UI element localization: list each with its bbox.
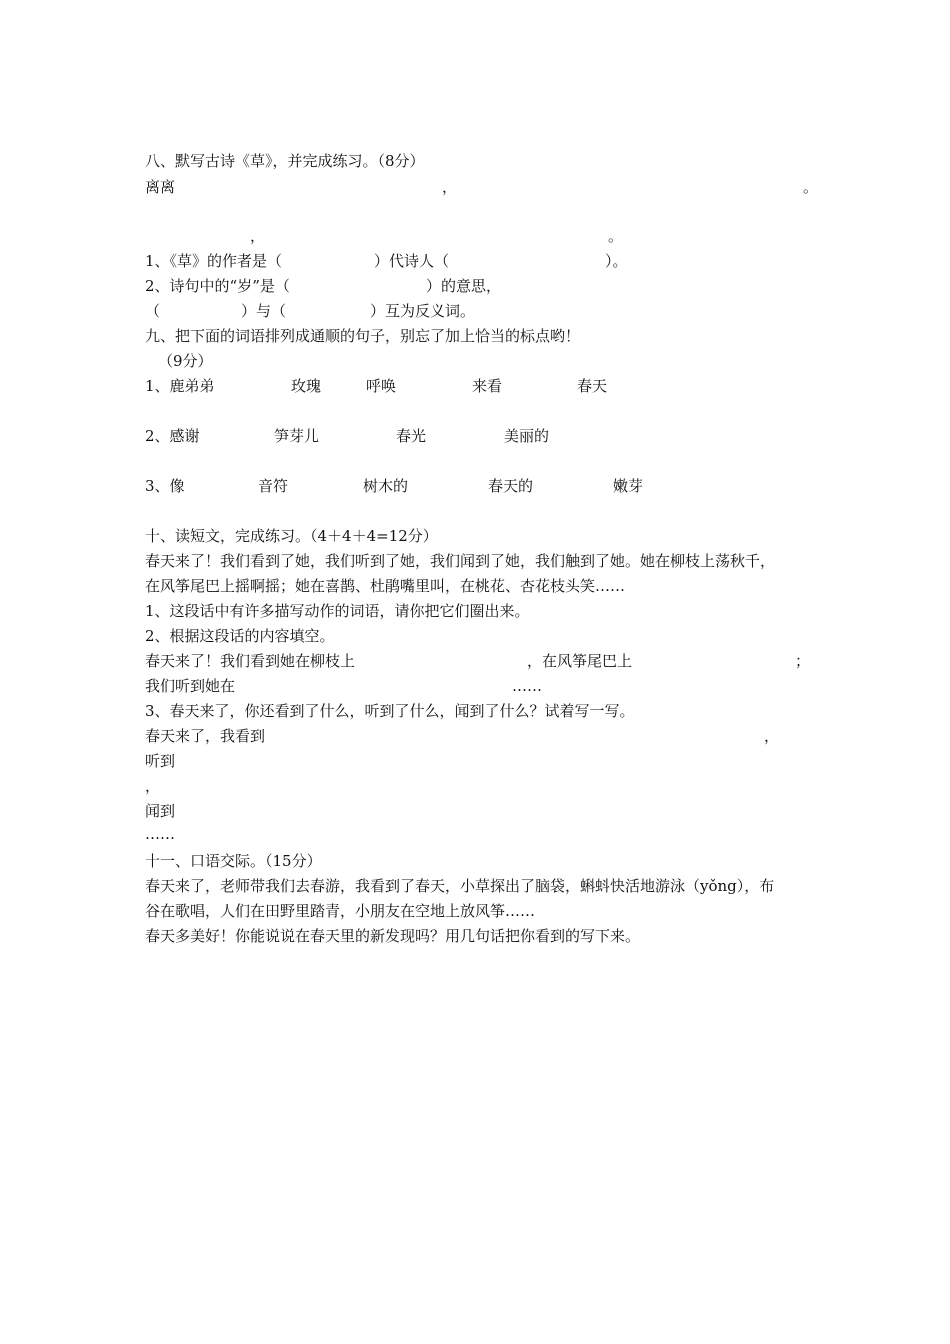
s9-row2-word1: 2、感谢 [145,427,200,445]
s9-row3-word1: 3、像 [145,477,185,495]
s10-write-smell: 闻到 [145,802,176,820]
s10-fill2-b: …… [512,677,542,695]
s8-q1-a: 1、《草》的作者是（ [145,252,283,270]
section-9-score: （9分） [158,352,213,370]
s10-q2: 2、根据这段话的内容填空。 [145,627,335,645]
s10-write-hear-comma: ， [145,777,161,795]
s9-row3-word2: 音符 [258,477,289,495]
s11-prompt: 春天多美好！你能说说在春天里的新发现吗？用几句话把你看到的写下来。 [145,927,641,945]
s9-row1-word2: 玫瑰 [291,377,322,395]
s9-row2-word3: 春光 [396,427,427,445]
poem-line-1-comma: ， [442,178,458,196]
section-11-title: 十一、口语交际。（15分） [145,852,322,870]
s10-passage-line2: 在风筝尾巴上摇啊摇；她在喜鹊、杜鹃嘴里叫，在桃花、杏花枝头笑…… [145,577,626,595]
s8-q2-b: ）的意思， [426,277,502,295]
s10-fill1-b: ，在风筝尾巴上 [527,652,633,670]
s9-row1-word3: 呼唤 [366,377,397,395]
s9-row2-word2: 笋芽儿 [274,427,320,445]
s10-write-see: 春天来了，我看到 [145,727,266,745]
s8-q2-e: ）互为反义词。 [370,302,476,320]
s8-q1-c: ）。 [605,252,628,270]
s10-write-see-comma: ， [764,727,780,745]
s9-row3-word4: 春天的 [488,477,534,495]
s10-q3: 3、春天来了，你还看到了什么，听到了什么，闻到了什么？试着写一写。 [145,702,635,720]
s9-row2-word4: 美丽的 [504,427,550,445]
poem-line-2-period: 。 [608,227,624,245]
s10-write-hear: 听到 [145,752,176,770]
s9-row3-word3: 树木的 [363,477,409,495]
s8-q2-c: （ [145,302,161,320]
s10-passage-line1: 春天来了！我们看到了她，我们听到了她，我们闻到了她，我们触到了她。她在柳枝上荡秋千， [145,552,776,570]
s10-fill2-a: 我们听到她在 [145,677,236,695]
section-9-title: 九、把下面的词语排列成通顺的句子，别忘了加上恰当的标点哟！ [145,327,581,345]
poem-line-2-comma: ， [250,227,266,245]
s11-passage-line2: 谷在歌唱，人们在田野里踏青，小朋友在空地上放风筝…… [145,902,536,920]
s10-fill1-a: 春天来了！我们看到她在柳枝上 [145,652,356,670]
s8-q2-a: 2、诗句中的“岁”是（ [145,277,290,295]
s8-q2-d: ）与（ [241,302,287,320]
s8-q1-b: ）代诗人（ [374,252,450,270]
poem-line-1-period: 。 [803,178,819,196]
s11-passage-line1: 春天来了，老师带我们去春游，我看到了春天，小草探出了脑袋，蝌蚪快活地游泳（yǒng），布 [145,877,775,895]
s10-fill1-c: ； [795,652,811,670]
s9-row1-word5: 春天 [577,377,608,395]
poem-line-1-start: 离离 [145,178,176,196]
section-8-title: 八、默写古诗《草》，并完成练习。（8分） [145,152,425,170]
s10-write-ellipsis: …… [145,825,175,843]
s9-row3-word5: 嫩芽 [613,477,644,495]
section-10-title: 十、读短文，完成练习。（4＋4＋4=12分） [145,527,438,545]
s10-q1: 1、这段话中有许多描写动作的词语，请你把它们圈出来。 [145,602,530,620]
s9-row1-word1: 1、鹿弟弟 [145,377,215,395]
s9-row1-word4: 来看 [472,377,503,395]
